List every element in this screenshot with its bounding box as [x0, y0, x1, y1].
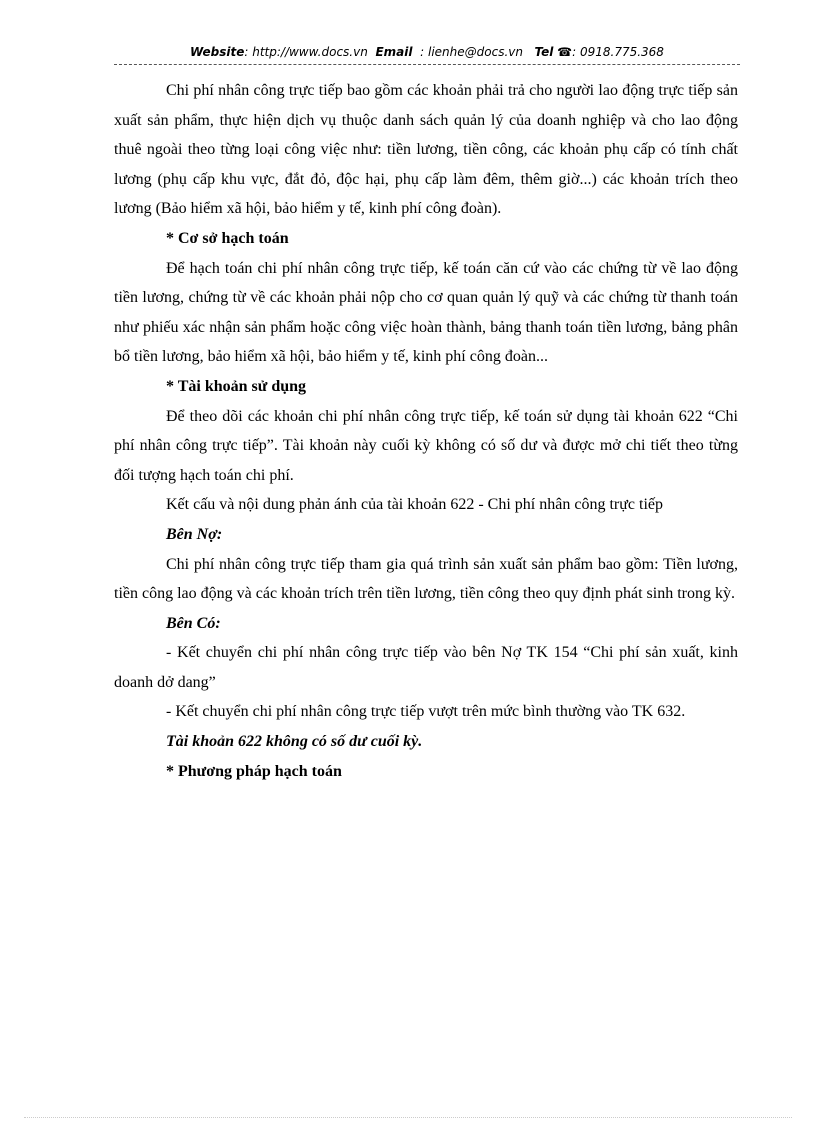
website-label: Website — [190, 45, 245, 59]
document-body — [114, 76, 738, 786]
paragraph-debit-side: Chi phí nhân công trực tiếp tham gia quá trình sản xuất sản phẩm bao gồm: Tiền lương, tiền công lao động và các khoản trích trên tiền lương, tiền công theo quy định phát sinh trong kỳ. — [114, 555, 738, 603]
tel-label: Tel — [534, 45, 554, 59]
heading-credit-side: Bên Có: — [166, 614, 221, 632]
page-bottom-divider — [24, 1117, 792, 1118]
tel-value: : 0918.775.368 — [572, 45, 664, 59]
paragraph-account-used: Để theo dõi các khoản chi phí nhân công trực tiếp, kế toán sử dụng tài khoản 622 “Chi phí nhân công trực tiếp”. Tài khoản này cuối kỳ không có số dư và được mở chi tiết theo từng đối tượng hạch toán chi phí. — [114, 407, 738, 484]
heading-accounting-basis: * Cơ sở hạch toán — [166, 229, 289, 247]
paragraph-credit-transfer-154: - Kết chuyển chi phí nhân công trực tiếp vào bên Nợ TK 154 “Chi phí sản xuất, kinh doanh dở dang” — [114, 644, 738, 691]
note-no-ending-balance: Tài khoản 622 không có số dư cuối kỳ. — [166, 733, 423, 751]
paragraph-direct-labor-cost: Chi phí nhân công trực tiếp bao gồm các khoản phải trả cho người lao động trực tiếp sản xuất sản phẩm, thực hiện dịch vụ thuộc danh sách quản lý của doanh nghiệp và cho lao động thuê ngoài theo từng loại công việc như: tiền lương, tiền công, các khoản phụ cấp có tính chất lương (phụ cấp khu vực, đắt đỏ, độc hại, phụ cấp làm đêm, thêm giờ...) các khoản trích theo lương (Bảo hiểm xã hội, bảo hiểm y tế, kinh phí công đoàn). — [114, 82, 738, 218]
heading-accounting-method: * Phương pháp hạch toán — [166, 762, 342, 780]
website-value: : http://www.docs.vn — [244, 45, 368, 59]
email-value: : lienhe@docs.vn — [420, 45, 523, 59]
paragraph-account-structure: Kết cấu và nội dung phản ánh của tài khoản 622 - Chi phí nhân công trực tiếp — [166, 496, 663, 514]
paragraph-accounting-basis: Để hạch toán chi phí nhân công trực tiếp, kế toán căn cứ vào các chứng từ về lao động tiền lương, chứng từ về các khoản phải nộp cho cơ quan quản lý quỹ và các chứng từ thanh toán như phiếu xác nhận sản phẩm hoặc công việc hoàn thành, bảng thanh toán tiền lương, bảng phân bổ tiền lương, bảo hiểm xã hội, bảo hiểm y tế, kinh phí công đoàn... — [114, 259, 738, 366]
heading-account-used: * Tài khoản sử dụng — [166, 377, 307, 395]
page-header — [114, 44, 740, 60]
header-divider — [114, 64, 740, 65]
phone-icon: ☎ — [557, 45, 573, 59]
email-label: Email — [375, 45, 413, 59]
heading-debit-side: Bên Nợ: — [166, 525, 223, 543]
paragraph-credit-transfer-632: - Kết chuyển chi phí nhân công trực tiếp vượt trên mức bình thường vào TK 632. — [166, 703, 686, 721]
